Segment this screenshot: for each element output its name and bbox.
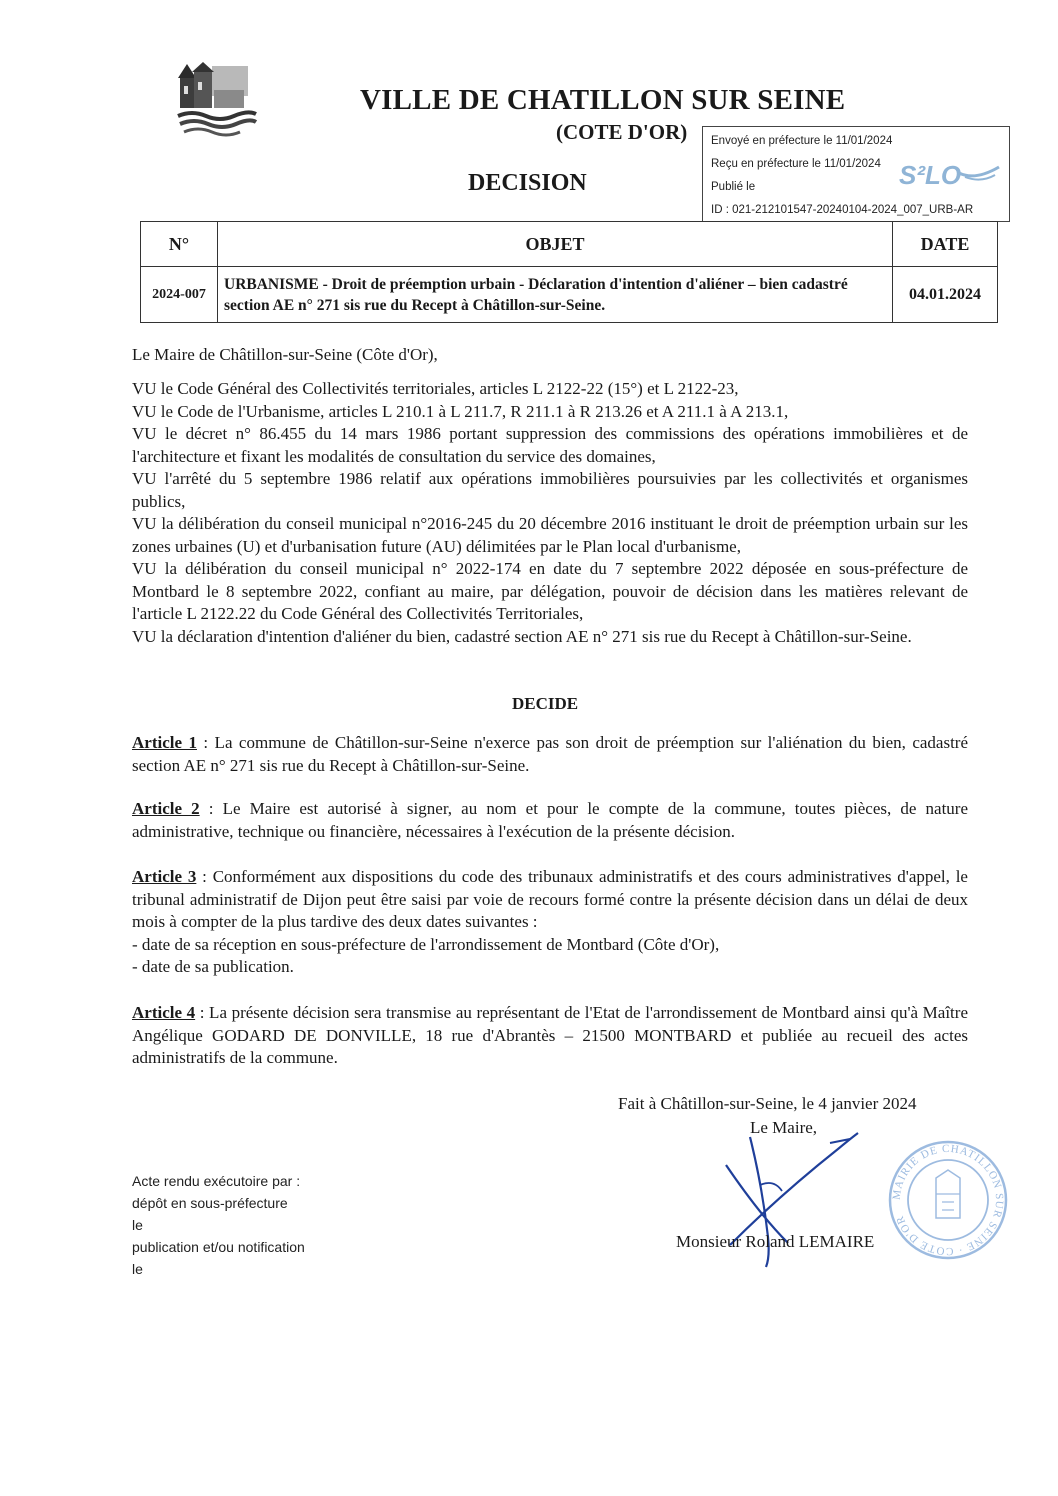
article-4	[132, 1002, 968, 1070]
header-date: DATE	[893, 222, 998, 267]
table-header-row	[141, 222, 998, 267]
decision-date: 04.01.2024	[893, 267, 998, 323]
article-list-item: - date de sa publication.	[132, 957, 294, 976]
stamp-sent-date: Envoyé en préfecture le 11/01/2024	[711, 135, 893, 147]
article-text: : La commune de Châtillon-sur-Seine n'exerce pas son droit de préemption sur l'aliénation du bien, cadastré section AE n° 271 sis rue du Recept à Châtillon-sur-Seine.	[132, 733, 968, 775]
consideration-item: VU le Code Général des Collectivités territoriales, articles L 2122-22 (15°) et L 2122-23,	[132, 379, 739, 398]
executory-line: le	[132, 1217, 143, 1233]
considerations	[132, 378, 968, 648]
article-label: Article 2	[132, 799, 200, 818]
consideration-item: VU le Code de l'Urbanisme, articles L 210.1 à L 211.7, R 211.1 à R 213.26 et A 211.1 à A 213.1,	[132, 401, 789, 421]
article-3	[132, 866, 968, 979]
signatory-name: Monsieur Roland LEMAIRE	[676, 1232, 875, 1251]
city-logo	[170, 60, 262, 140]
consideration-item: VU le décret n° 86.455 du 14 mars 1986 portant suppression des commissions des opérations immobilières et de l'architecture et fixant les modalités de consultation du service des domaines,	[132, 424, 968, 466]
executory-line: Acte rendu exécutoire par :	[132, 1173, 301, 1189]
handwritten-signature	[690, 1125, 880, 1275]
article-1	[132, 732, 968, 777]
consideration-item: VU la délibération du conseil municipal n° 2022-174 en date du 7 septembre 2022 déposée en sous-préfecture de Montbard le 8 septembre 2022, confiant au maire, par délégation, pouvoir de décision dans les matières relevant de l'article L 2122.22 du Code Général des Collectivités Territoriales,	[132, 559, 968, 623]
article-text: : Le Maire est autorisé à signer, au nom et pour le compte de la commune, toutes pièces, de nature administrative, technique ou financière, nécessaires à l'exécution de la présente décision.	[132, 799, 968, 841]
s2lo-brand-text: S²LO	[899, 160, 962, 190]
executory-line: dépôt en sous-préfecture	[132, 1195, 288, 1211]
intro-line: Le Maire de Châtillon-sur-Seine (Côte d'Or),	[132, 345, 438, 364]
executory-note	[132, 1170, 305, 1280]
article-label: Article 3	[132, 867, 197, 886]
decision-object: URBANISME - Droit de préemption urbain - Déclaration d'intention d'aliéner – bien cadastré section AE n° 271 sis rue du Recept à Châtillon-sur-Seine.	[218, 267, 893, 323]
table-row	[141, 267, 998, 323]
decision-number: 2024-007	[141, 267, 218, 323]
signatory-title: Le Maire,	[750, 1118, 818, 1137]
article-label: Article 1	[132, 733, 197, 752]
s2lo-logo	[895, 157, 1005, 191]
header-number: N°	[141, 222, 218, 267]
prefecture-stamp	[702, 126, 1010, 222]
decision-table	[140, 221, 998, 323]
article-2	[132, 798, 968, 843]
mairie-seal-icon	[886, 1138, 1010, 1262]
executory-line: publication et/ou notification	[132, 1239, 305, 1255]
article-list-item: - date de sa réception en sous-préfecture de l'arrondissement de Montbard (Côte d'Or),	[132, 934, 720, 954]
seal-text: MAIRIE DE CHATILLON SUR SEINE · COTE D'OR	[890, 1142, 1006, 1258]
consideration-item: VU la délibération du conseil municipal n°2016-245 du 20 décembre 2016 instituant le droit de préemption urbain sur les zones urbaines (U) et d'urbanisation future (AU) délimitées par le Plan local d'urbanisme,	[132, 514, 968, 556]
executory-line: le	[132, 1261, 143, 1277]
article-text: : La présente décision sera transmise au représentant de l'Etat de l'arrondissement de Montbard ainsi qu'à Maître Angélique GODARD DE DONVILLE, 18 rue d'Abrantès – 21500 MONTBARD et publiée au recueil des actes administratifs de la commune.	[132, 1003, 968, 1067]
city-title: VILLE DE CHATILLON SUR SEINE	[360, 84, 846, 116]
article-label: Article 4	[132, 1003, 196, 1022]
article-text: : Conformément aux dispositions du code des tribunaux administratifs et des cours administratives d'appel, le tribunal administratif de Dijon peut être saisi par voie de recours formé contre la présente décision dans un délai de deux mois à compter de la plus tardive des deux dates suivantes :	[132, 867, 968, 931]
department-label: (COTE D'OR)	[556, 120, 688, 144]
consideration-item: VU l'arrêté du 5 septembre 1986 relatif aux opérations immobilières poursuivies par les collectivités et organismes publics,	[132, 469, 968, 511]
stamp-id: ID : 021-212101547-20240104-2024_007_URB-AR	[711, 204, 974, 216]
place-and-date: Fait à Châtillon-sur-Seine, le 4 janvier 2024	[618, 1094, 917, 1113]
decide-heading: DECIDE	[512, 694, 579, 713]
stamp-published: Publié le	[711, 181, 756, 193]
consideration-item: VU la déclaration d'intention d'aliéner du bien, cadastré section AE n° 271 sis rue du Recept à Châtillon-sur-Seine.	[132, 626, 912, 646]
header-object: OBJET	[218, 222, 893, 267]
document-type-title: DECISION	[468, 170, 587, 196]
stamp-received-date: Reçu en préfecture le 11/01/2024	[711, 158, 881, 170]
